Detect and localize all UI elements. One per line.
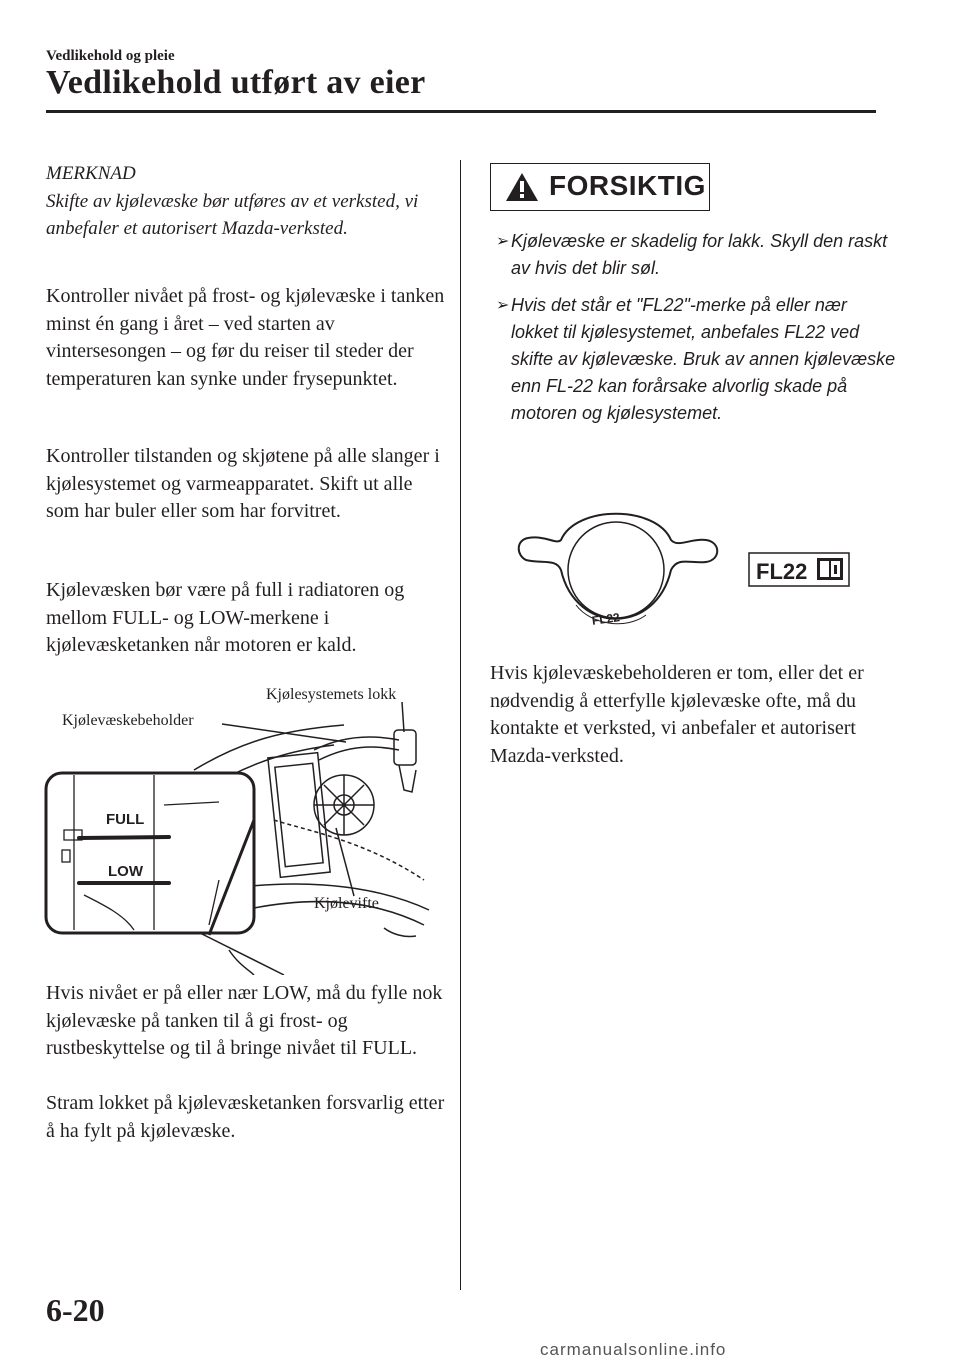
- bullet-arrow-icon: ➢: [496, 233, 510, 250]
- caution-bullet: [496, 292, 896, 427]
- caution-bullet: [496, 228, 896, 282]
- caution-bullet-text: Kjølevæske er skadelig for lakk. Skyll den raskt av hvis det blir søl.: [511, 231, 888, 278]
- paragraph-empty-reservoir: Hvis kjølevæskebeholderen er tom, eller det er nødvendig å etterfylle kjølevæske ofte, må du kontakte et verksted, vi anbefaler et autorisert Mazda-verksted.: [490, 662, 864, 767]
- reservoir-inset: [46, 773, 254, 933]
- column-divider: [460, 160, 461, 1290]
- paragraph-check-hoses: Kontroller tilstanden og skjøtene på alle slanger i kjølesystemet og varmeapparatet. Skift ut alle som har buler eller som har forvitret.: [46, 445, 440, 522]
- fl22-label: FL22: [756, 559, 808, 584]
- radiator-cap-illustration: [506, 500, 866, 645]
- fl22-cap-figure: [506, 500, 866, 645]
- page-number: 6-20: [46, 1292, 105, 1328]
- caution-banner: [490, 163, 710, 211]
- cap-fl22-mark: FL22: [591, 610, 621, 628]
- coolant-reservoir-figure: [44, 680, 434, 975]
- section-kicker: Vedlikehold og pleie: [46, 48, 175, 64]
- manual-book-icon: [817, 558, 843, 580]
- title-rule: [46, 110, 876, 113]
- paragraph-tighten-cap: Stram lokket på kjølevæsketanken forsvarlig etter å ha fylt på kjølevæske.: [46, 1092, 445, 1142]
- caution-bullet-text: Hvis det står et "FL22"-merke på eller nær lokket til kjølesystemet, anbefales FL22 ved skifte av kjølevæske. Bruk av annen kjølevæske enn FL-22 kan forårsake alvorlig skade på motoren og kjølesystemet.: [511, 295, 896, 423]
- full-mark: FULL: [106, 811, 145, 828]
- paragraph-full-level: Kjølevæsken bør være på full i radiatoren og mellom FULL- og LOW-merkene i kjølevæsketanken når motoren er kald.: [46, 579, 405, 656]
- paragraph-check-level: Kontroller nivået på frost- og kjølevæske i tanken minst én gang i året – ved starten av vintersesongen – og før du reiser til steder der temperaturen kan synke under frysepunktet.: [46, 285, 445, 390]
- page-title: Vedlikehold utført av eier: [46, 64, 426, 101]
- low-mark: LOW: [108, 863, 143, 880]
- note-body: Skifte av kjølevæske bør utføres av et verksted, vi anbefaler et autorisert Mazda-verksted.: [46, 191, 419, 239]
- label-cooling-cap: Kjølesystemets lokk: [266, 686, 397, 703]
- warning-triangle-icon: [505, 172, 539, 202]
- note-heading: MERKNAD: [46, 163, 136, 184]
- bullet-arrow-icon: ➢: [496, 297, 510, 314]
- label-coolant-reservoir: Kjølevæskebeholder: [62, 712, 194, 729]
- paragraph-low-level: Hvis nivået er på eller nær LOW, må du fylle nok kjølevæske på tanken til å gi frost- og rustbeskyttelse og til å bringe nivået til FULL.: [46, 982, 443, 1059]
- watermark: carmanualsonline.info: [540, 1340, 727, 1359]
- caution-title: FORSIKTIG: [549, 170, 706, 201]
- label-cooling-fan: Kjølevifte: [314, 895, 379, 912]
